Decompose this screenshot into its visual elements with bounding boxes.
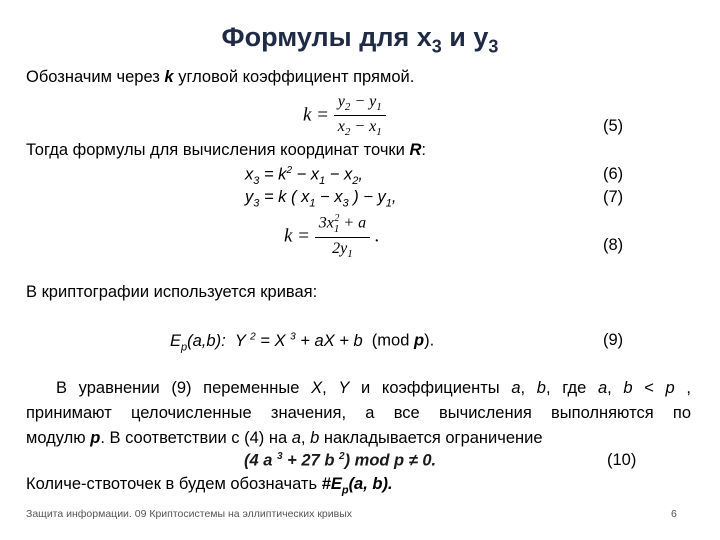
eq7-number: (7) [603,188,624,206]
slide-title [0,22,720,57]
eq5-numerator: $y_2 - y_1$ [334,93,386,116]
title-text-formulas: Формулы для $x_3$ и $y_3$ [221,22,499,57]
footer-text: Защита информации. 09 Криптосистемы на эллиптических кривых [26,508,352,520]
equation-9 [170,331,434,353]
coords-intro-colon: : [421,141,426,159]
intro-text: Обозначим через [26,68,165,86]
eq8-period: . [374,225,380,247]
equation-5 [303,93,386,138]
points-count-line [26,475,393,496]
slope-variable: k [164,68,174,86]
equation-6: $x_3 = k^2 - x_1 - x_2$, [245,165,363,187]
eq5-lhs: k = [303,104,330,126]
page-number: 6 [671,508,677,520]
eq8-fraction [315,213,370,260]
paragraph-line-2: принимают целочисленные значения, а все вычисления выполняются по [26,404,691,422]
eq8-denominator: $2y_1$ [332,239,353,260]
eq5-denominator: $x_2 - x_1$ [337,118,382,139]
paragraph-line-1: В уравнении (9) переменные X, Y и коэффициенты a, b, где a, b < p , [56,379,691,397]
eq6-number: (6) [603,165,624,183]
crypto-curve-line: В криптографии используется кривая: [26,283,318,301]
coords-intro-line [26,141,426,160]
equation-7: $y_3 = k$ ( $x_1 - x_3$ ) − $y_1$, [245,188,397,210]
point-r-variable: R [409,141,422,159]
eq9-mod: (mod p). [371,331,435,350]
eq8-lhs: k = [284,225,311,247]
points-count-notation: $\#E_p(a$, b). [321,475,393,497]
eq5-number: (5) [603,117,624,135]
eq9-number: (9) [603,331,624,349]
eq9-lhs: $E_p(a,b)$: [170,331,226,353]
eq8-number: (8) [603,236,624,254]
coords-intro-text: Тогда формулы для вычисления координат точки [26,141,410,159]
equation-8 [284,213,380,260]
paragraph-line-3: модулю p. В соответствии с (4) на a, b накладывается ограничение [26,429,543,447]
eq5-fraction [334,93,386,138]
points-count-text: Количе-ствоточек в будем обозначать [26,475,322,493]
intro-line-slope [26,68,414,87]
eq8-numerator: $3x_1^2 + a$ [315,213,370,238]
eq10-number: (10) [607,451,637,469]
eq9-rhs: Y $^2$ = X $^3$ + aX + b [234,331,363,350]
equation-10: (4 a $^3$ + 27 b $^2$) mod p ≠ 0. [244,451,437,470]
intro-text-end: угловой коэффициент прямой. [173,68,415,86]
